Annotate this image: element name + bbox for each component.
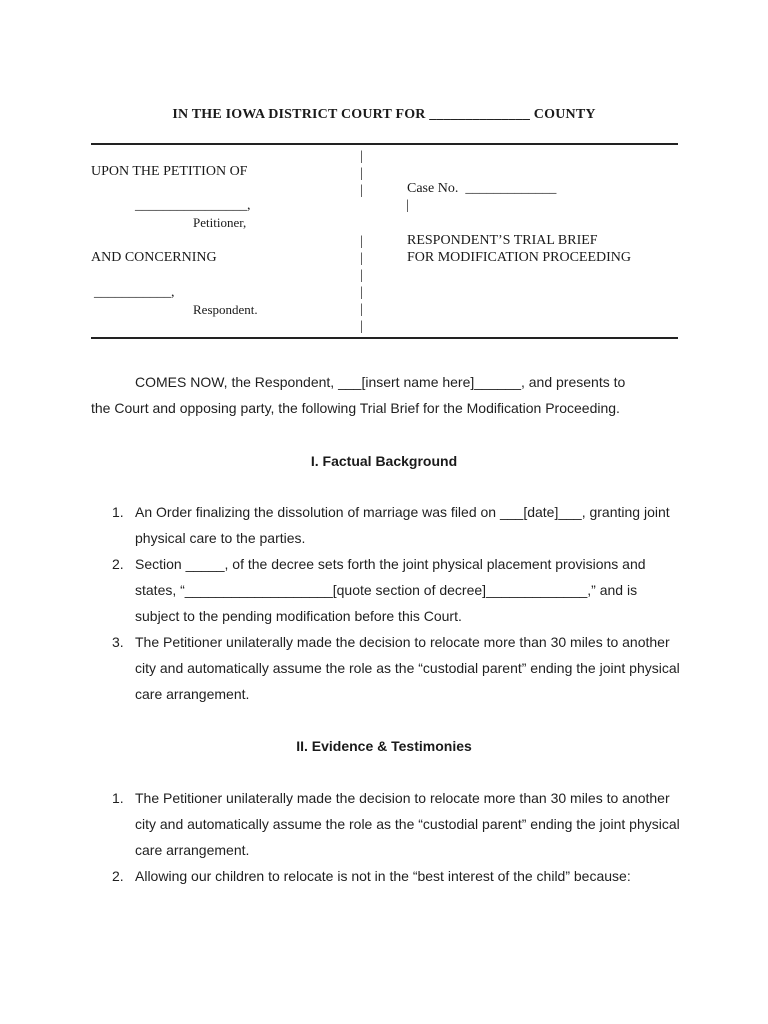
caption-divider-bar [360, 216, 368, 233]
petitioner-label: Petitioner, [193, 215, 247, 230]
caption-divider-bar: | [360, 319, 363, 334]
list-item-text: Allowing our children to relocate is not in the “best interest of the child” because: [135, 868, 631, 884]
list-item-text: Section _____, of the decree sets forth the joint physical placement provisions and states, “___________________[quote section of decree]_____________,” and is subject to the pending modification before this Court. [135, 556, 646, 624]
caption-divider-bar [360, 199, 368, 216]
intro-line-2: the Court and opposing party, the following Trial Brief for the Modification Proceeding. [91, 400, 620, 416]
list-item-number: 2. [112, 868, 124, 884]
list-item-text: The Petitioner unilaterally made the decision to relocate more than 30 miles to another city and automatically assume the role as the “custodial parent” ending the joint physical care arrangement. [135, 790, 680, 858]
respondent-label: Respondent. [193, 302, 258, 317]
and-concerning-label: AND CONCERNING [91, 250, 217, 265]
list-item-text: The Petitioner unilaterally made the decision to relocate more than 30 miles to another city and automatically assume the role as the “custodial parent” ending the joint physical care arrangement. [135, 634, 680, 702]
case-number-label: Case No. [407, 181, 459, 196]
list-item-number: 1. [112, 504, 124, 520]
section-heading-evidence-testimonies: II. Evidence & Testimonies [296, 738, 472, 754]
caption-top-rule [91, 143, 678, 145]
case-number-blank: _____________ [465, 181, 557, 196]
evidence-list [91, 785, 681, 889]
caption-divider-bar: | [360, 234, 363, 249]
brief-title-line-2: FOR MODIFICATION PROCEEDING [407, 250, 632, 265]
caption-divider-bar: | [360, 183, 363, 198]
list-item [91, 863, 681, 889]
case-number-field [407, 181, 556, 197]
caption-divider-bar: | [360, 166, 363, 181]
list-item-number: 2. [112, 556, 124, 572]
caption-divider-bar: | [360, 149, 363, 164]
list-item-number: 1. [112, 790, 124, 806]
list-item-text: An Order finalizing the dissolution of marriage was filed on ___[date]___, granting joint physical care to the parties. [135, 504, 670, 546]
caption-divider-bar: | [360, 268, 363, 283]
intro-line-1: COMES NOW, the Respondent, ___[insert name here]______, and presents to [135, 374, 626, 390]
caption-bottom-rule [91, 337, 678, 339]
brief-title-line-1: RESPONDENT’S TRIAL BRIEF [407, 233, 598, 248]
factual-background-list [91, 499, 681, 707]
list-item [91, 499, 681, 551]
caption-divider-bar: | [360, 251, 363, 266]
list-item [91, 629, 681, 707]
list-item [91, 551, 681, 629]
list-item-number: 3. [112, 634, 124, 650]
section-heading-factual-background: I. Factual Background [310, 453, 458, 469]
court-title: IN THE IOWA DISTRICT COURT FOR ______________ COUNTY [172, 107, 596, 122]
intro-paragraph [91, 369, 681, 421]
respondent-name-blank: ___________, [94, 285, 175, 300]
list-item [91, 785, 681, 863]
caption-divider-bar: | [360, 302, 363, 317]
upon-petition-label: UPON THE PETITION OF [91, 164, 248, 179]
case-number-bar: | [406, 198, 409, 213]
caption-divider [360, 148, 368, 335]
petitioner-name-blank: ________________, [135, 198, 251, 213]
caption-divider-bar: | [360, 285, 363, 300]
